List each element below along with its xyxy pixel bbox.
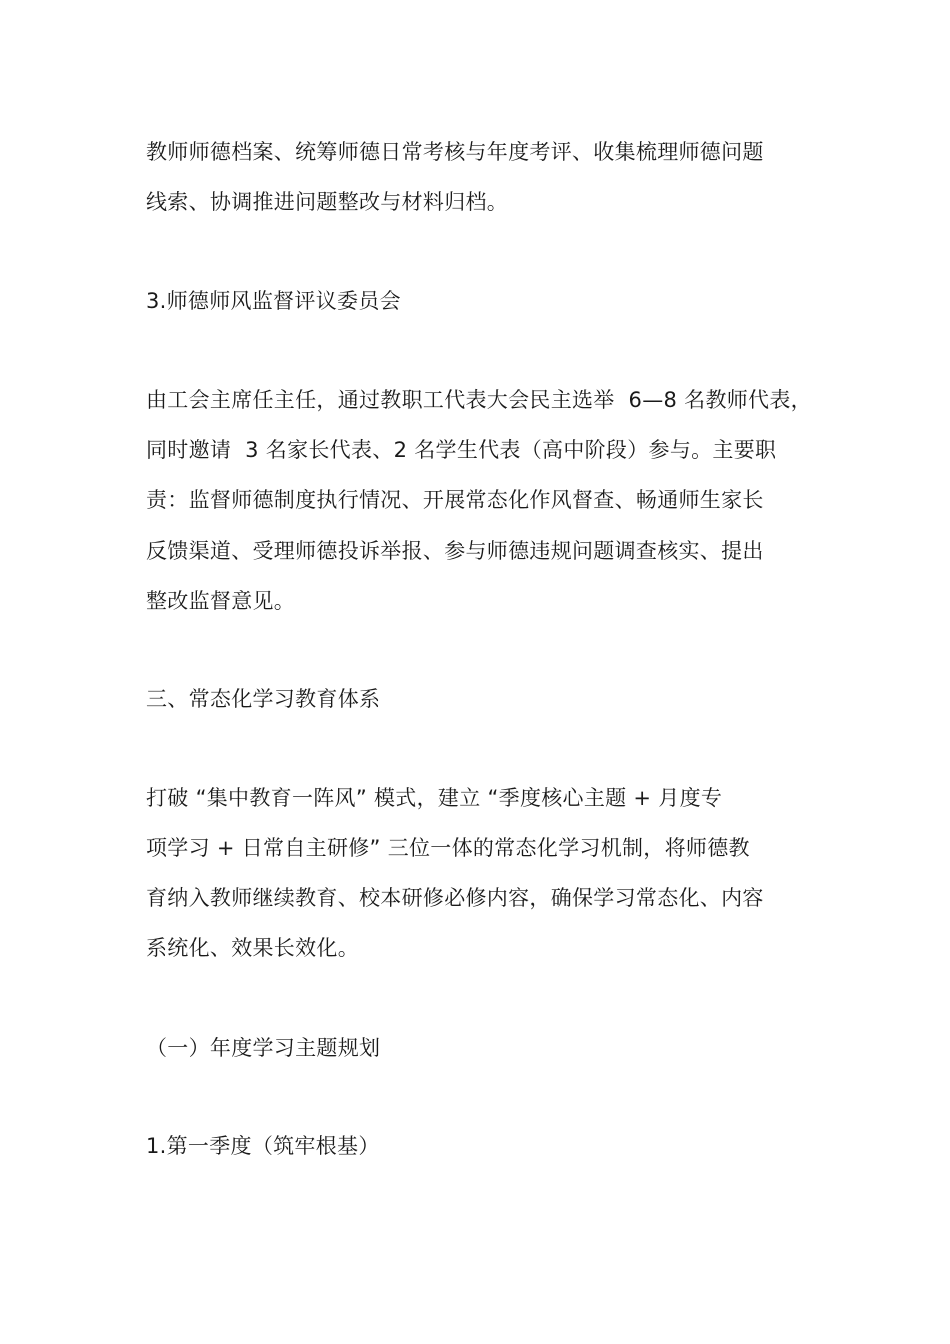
section-heading: 3.师德师风监督评议委员会 bbox=[146, 289, 401, 313]
paragraph-line: 育纳入教师继续教育、校本研修必修内容，确保学习常态化、内容 bbox=[146, 886, 764, 910]
paragraph-line: 反馈渠道、受理师德投诉举报、参与师德违规问题调查核实、提出 bbox=[146, 539, 764, 563]
paragraph-line: 线索、协调推进问题整改与材料归档。 bbox=[146, 190, 509, 214]
subsection-heading: 1.第一季度（筑牢根基） bbox=[146, 1134, 380, 1158]
subsection-heading: （一）年度学习主题规划 bbox=[146, 1036, 381, 1060]
paragraph-line: 教师师德档案、统筹师德日常考核与年度考评、收集梳理师德问题 bbox=[146, 140, 764, 164]
paragraph-line: 整改监督意见。 bbox=[146, 589, 296, 613]
section-heading: 三、常态化学习教育体系 bbox=[146, 687, 381, 711]
paragraph-line: 责：监督师德制度执行情况、开展常态化作风督查、畅通师生家长 bbox=[146, 488, 764, 512]
paragraph-line: 项学习 + 日常自主研修” 三位一体的常态化学习机制，将师德教 bbox=[146, 836, 750, 860]
paragraph-line: 打破 “集中教育一阵风” 模式，建立 “季度核心主题 + 月度专 bbox=[146, 786, 723, 810]
paragraph-line: 系统化、效果长效化。 bbox=[146, 936, 359, 960]
paragraph-line: 同时邀请 3 名家长代表、2 名学生代表（高中阶段）参与。主要职 bbox=[146, 438, 777, 462]
paragraph-line: 由工会主席任主任，通过教职工代表大会民主选举 6—8 名教师代表， bbox=[146, 388, 812, 412]
